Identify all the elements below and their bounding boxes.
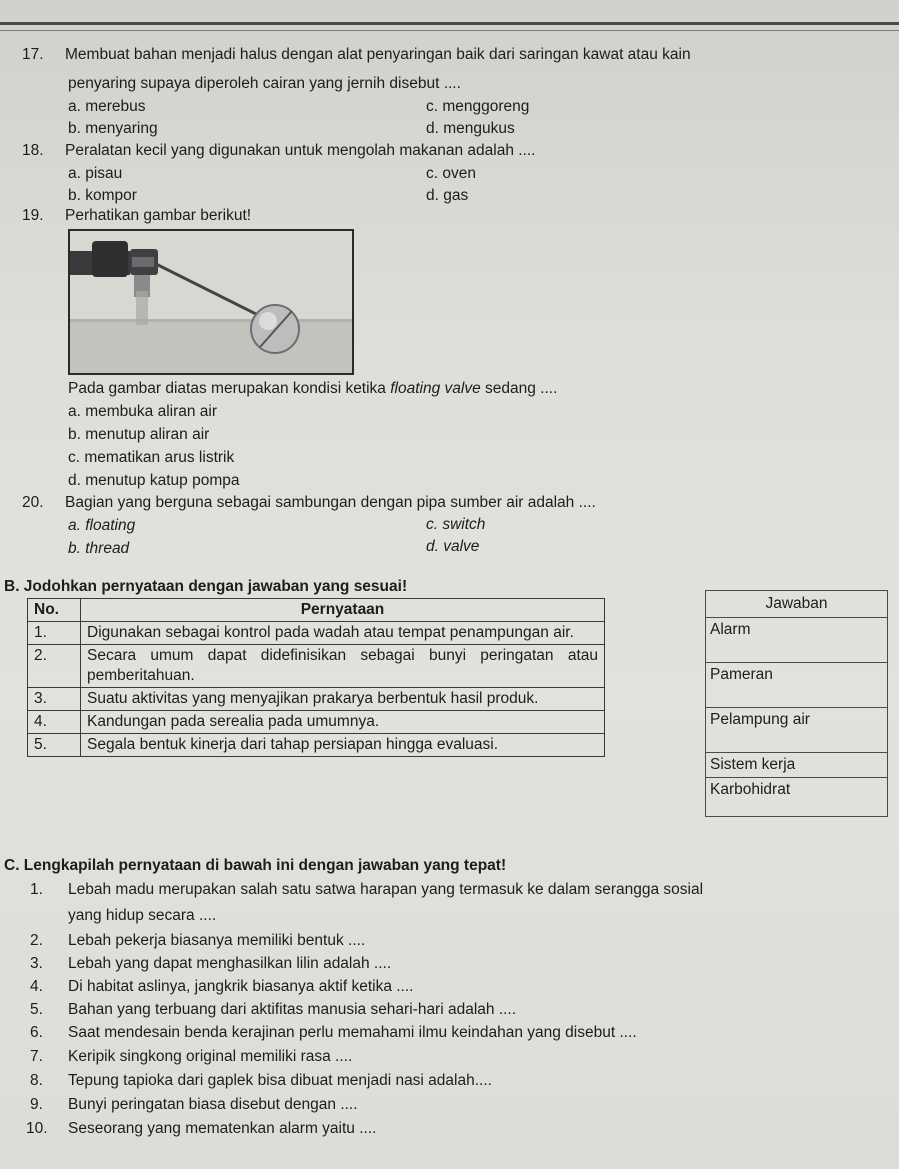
fill-text: Di habitat aslinya, jangkrik biasanya aktif ketika .... (68, 978, 414, 995)
statement-number: 1. (28, 622, 81, 645)
col-statement-header: Pernyataan (81, 599, 605, 622)
statement-row (28, 622, 605, 645)
fill-text: Lebah pekerja biasanya memiliki bentuk .... (68, 932, 366, 949)
statement-text: Segala bentuk kinerja dari tahap persiapan hingga evaluasi. (81, 734, 605, 757)
q20-text: Bagian yang berguna sebagai sambungan dengan pipa sumber air adalah .... (65, 494, 596, 511)
statement-text: Suatu aktivitas yang menyajikan prakarya berbentuk hasil produk. (81, 688, 605, 711)
q20-option-b: b. thread (68, 540, 130, 557)
fill-text-cont: yang hidup secara .... (68, 907, 217, 924)
fill-number: 9. (30, 1096, 43, 1113)
fill-number: 4. (30, 978, 43, 995)
fill-number: 5. (30, 1001, 43, 1018)
col-no-header: No. (28, 599, 81, 622)
statement-number: 5. (28, 734, 81, 757)
fill-number: 6. (30, 1024, 43, 1041)
statement-number: 2. (28, 645, 81, 688)
answer-item: Alarm (706, 618, 888, 663)
section-c-title: C. Lengkapilah pernyataan di bawah ini dengan jawaban yang tepat! (4, 857, 507, 874)
fill-number: 10. (26, 1120, 48, 1137)
statements-header-row (28, 599, 605, 622)
answer-row (706, 618, 888, 663)
q19-caption (68, 380, 557, 398)
q19-caption-pre: Pada gambar diatas merupakan kondisi ketika (68, 380, 391, 397)
statement-text: Digunakan sebagai kontrol pada wadah atau tempat penampungan air. (81, 622, 605, 645)
q18-option-d: d. gas (426, 187, 469, 204)
statements-table (27, 598, 605, 757)
floating-valve-illustration (70, 231, 352, 373)
q19-option-c: c. mematikan arus listrik (68, 449, 235, 466)
q19-number: 19. (22, 207, 44, 224)
answer-item: Karbohidrat (706, 778, 888, 817)
q17-option-a: a. merebus (68, 98, 146, 115)
fill-number: 8. (30, 1072, 43, 1089)
fill-number: 1. (30, 881, 43, 898)
fill-text: Lebah yang dapat menghasilkan lilin adalah .... (68, 955, 392, 972)
section-b-title: B. Jodohkan pernyataan dengan jawaban yang sesuai! (4, 578, 408, 595)
q20-number: 20. (22, 494, 44, 511)
q20-option-d: d. valve (426, 538, 480, 555)
q19-caption-term: floating valve (390, 380, 481, 397)
q18-option-b: b. kompor (68, 187, 137, 204)
statement-number: 3. (28, 688, 81, 711)
answer-item: Sistem kerja (706, 753, 888, 778)
fill-number: 2. (30, 932, 43, 949)
q18-number: 18. (22, 142, 44, 159)
q20-option-c: c. switch (426, 516, 486, 533)
statement-text: Kandungan pada serealia pada umumnya. (81, 711, 605, 734)
header-rule (0, 22, 899, 25)
answers-header: Jawaban (706, 591, 888, 618)
statement-row (28, 734, 605, 757)
answer-row (706, 778, 888, 817)
q19-caption-post: sedang .... (480, 380, 558, 397)
answer-item: Pelampung air (706, 708, 888, 753)
answer-row (706, 753, 888, 778)
answer-item: Pameran (706, 663, 888, 708)
fill-text: Lebah madu merupakan salah satu satwa harapan yang termasuk ke dalam serangga sosial (68, 881, 704, 898)
fill-number: 3. (30, 955, 43, 972)
fill-text: Saat mendesain benda kerajinan perlu memahami ilmu keindahan yang disebut .... (68, 1024, 637, 1041)
q17-option-b: b. menyaring (68, 120, 158, 137)
q19-text: Perhatikan gambar berikut! (65, 207, 252, 224)
statement-row (28, 688, 605, 711)
statement-number: 4. (28, 711, 81, 734)
fill-text: Seseorang yang mematenkan alarm yaitu .... (68, 1120, 377, 1137)
floating-valve-image (68, 229, 354, 375)
q18-option-c: c. oven (426, 165, 476, 182)
statement-row (28, 645, 605, 688)
q17-text-line2: penyaring supaya diperoleh cairan yang jernih disebut .... (68, 75, 461, 92)
q17-text-line1: Membuat bahan menjadi halus dengan alat penyaringan baik dari saringan kawat atau kain (65, 46, 691, 63)
answer-row (706, 663, 888, 708)
fill-text: Bunyi peringatan biasa disebut dengan .... (68, 1096, 358, 1113)
fill-text: Keripik singkong original memiliki rasa .... (68, 1048, 353, 1065)
q17-option-d: d. mengukus (426, 120, 515, 137)
q20-option-a: a. floating (68, 517, 136, 534)
q18-option-a: a. pisau (68, 165, 123, 182)
q17-option-c: c. menggoreng (426, 98, 530, 115)
q19-option-a: a. membuka aliran air (68, 403, 218, 420)
statement-text: Secara umum dapat didefinisikan sebagai bunyi peringatan atau pemberitahuan. (81, 645, 605, 688)
statement-row (28, 711, 605, 734)
q17-number: 17. (22, 46, 44, 63)
fill-text: Bahan yang terbuang dari aktifitas manusia sehari-hari adalah .... (68, 1001, 517, 1018)
fill-text: Tepung tapioka dari gaplek bisa dibuat menjadi nasi adalah.... (68, 1072, 492, 1089)
answer-row (706, 708, 888, 753)
q18-text: Peralatan kecil yang digunakan untuk mengolah makanan adalah .... (65, 142, 536, 159)
q19-option-b: b. menutup aliran air (68, 426, 210, 443)
answers-header-row (706, 591, 888, 618)
fill-number: 7. (30, 1048, 43, 1065)
answers-table (705, 590, 888, 817)
q19-option-d: d. menutup katup pompa (68, 472, 240, 489)
header-rule-thin (0, 30, 899, 31)
